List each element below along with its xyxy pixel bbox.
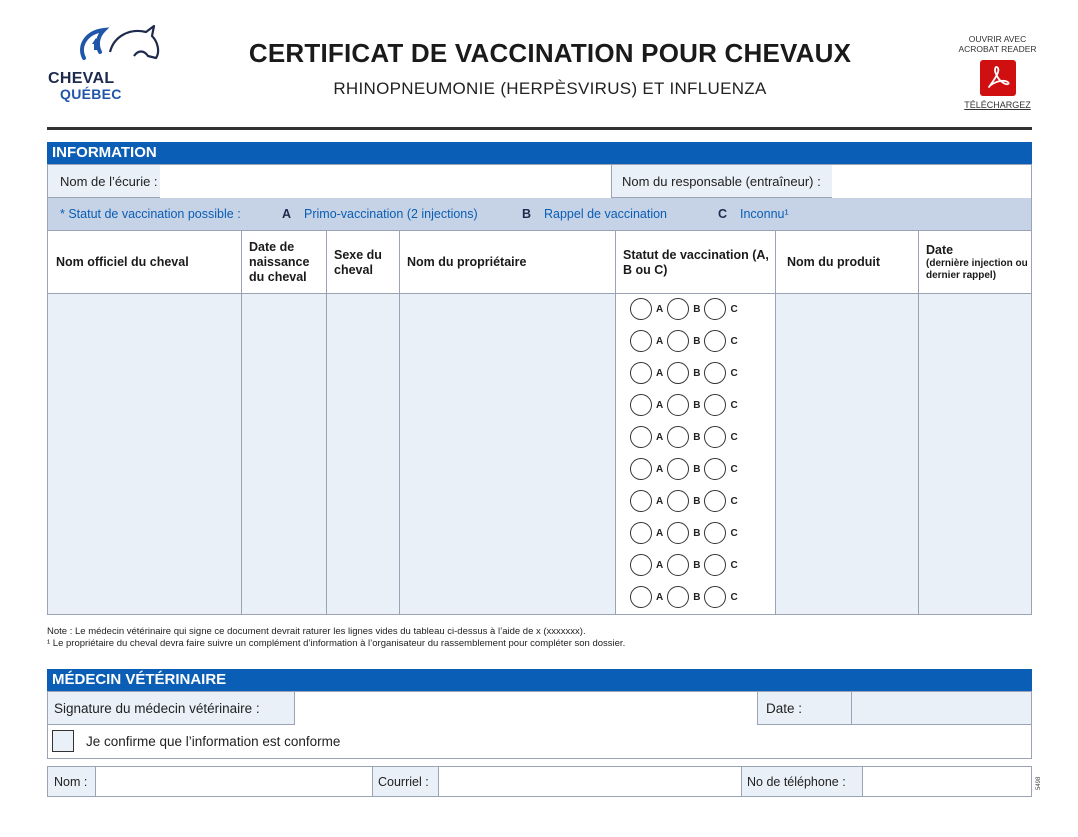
birth-date-cell[interactable] bbox=[241, 390, 326, 422]
status-radio-label: B bbox=[693, 431, 701, 443]
table-row bbox=[48, 454, 1031, 486]
status-radio-label: C bbox=[730, 495, 738, 507]
status-radio-label: B bbox=[693, 303, 701, 315]
signature-label: Signature du médecin vétérinaire : bbox=[54, 701, 260, 716]
veterinarian-form bbox=[47, 691, 1032, 759]
status-radio-label: C bbox=[730, 367, 738, 379]
sex-cell[interactable] bbox=[326, 550, 399, 582]
status-radio-b[interactable] bbox=[667, 298, 689, 320]
sex-cell[interactable] bbox=[326, 582, 399, 614]
page-header bbox=[0, 0, 1078, 130]
sex-cell[interactable] bbox=[326, 326, 399, 358]
note-veterinarian: Note : Le médecin vétérinaire qui signe ce document devrait raturer les lignes vides du tableau ci-dessus à l’aide de x (xxxxxxx). bbox=[47, 626, 586, 637]
table-row bbox=[48, 390, 1031, 422]
header-date-note: (dernière injection ou dernier rappel) bbox=[926, 258, 1028, 281]
birth-date-cell[interactable] bbox=[241, 294, 326, 326]
sex-cell[interactable] bbox=[326, 390, 399, 422]
column-divider bbox=[326, 231, 327, 614]
status-radio-group bbox=[630, 586, 742, 608]
product-cell[interactable] bbox=[775, 326, 918, 358]
field-divider bbox=[741, 767, 742, 796]
table-row bbox=[48, 518, 1031, 550]
horse-logo-icon bbox=[74, 22, 164, 72]
owner-cell[interactable] bbox=[399, 486, 615, 518]
status-radio-label: C bbox=[730, 303, 738, 315]
status-radio-b[interactable] bbox=[667, 426, 689, 448]
birth-date-cell[interactable] bbox=[241, 454, 326, 486]
product-cell[interactable] bbox=[775, 518, 918, 550]
signature-row bbox=[48, 692, 1031, 725]
status-radio-label: C bbox=[730, 463, 738, 475]
confirm-label: Je confirme que l’information est conforme bbox=[86, 734, 341, 749]
birth-date-cell[interactable] bbox=[241, 518, 326, 550]
field-divider bbox=[372, 767, 373, 796]
header-sex: Sexe du cheval bbox=[334, 247, 382, 277]
status-radio-b[interactable] bbox=[667, 394, 689, 416]
status-radio-label: A bbox=[656, 431, 664, 443]
status-c-letter: C bbox=[718, 207, 728, 221]
vaccination-status-legend bbox=[48, 198, 1031, 231]
status-radio-group bbox=[630, 394, 742, 416]
status-radio-label: C bbox=[730, 335, 738, 347]
status-radio-a[interactable] bbox=[630, 394, 652, 416]
manager-name-label: Nom du responsable (entraîneur) : bbox=[622, 174, 821, 189]
horse-name-cell[interactable] bbox=[48, 294, 241, 326]
status-radio-group bbox=[630, 362, 742, 384]
status-radio-label: B bbox=[693, 591, 701, 603]
email-label: Courriel : bbox=[378, 775, 429, 789]
sex-cell[interactable] bbox=[326, 358, 399, 390]
status-a-label: Primo-vaccination (2 injections) bbox=[304, 207, 478, 221]
status-radio-label: A bbox=[656, 495, 664, 507]
column-divider bbox=[241, 231, 242, 614]
horse-name-cell[interactable] bbox=[48, 358, 241, 390]
status-c-label: Inconnu¹ bbox=[740, 207, 789, 221]
horse-name-cell[interactable] bbox=[48, 550, 241, 582]
birth-date-cell[interactable] bbox=[241, 582, 326, 614]
status-radio-label: B bbox=[693, 495, 701, 507]
column-divider bbox=[399, 231, 400, 614]
owner-cell[interactable] bbox=[399, 358, 615, 390]
email-field[interactable] bbox=[439, 767, 741, 796]
date-cell[interactable] bbox=[918, 294, 1031, 326]
header-status: Statut de vaccination (A, B ou C) bbox=[623, 247, 769, 277]
stable-name-label: Nom de l’écurie : bbox=[60, 174, 158, 189]
status-radio-c[interactable] bbox=[704, 458, 726, 480]
status-radio-c[interactable] bbox=[704, 394, 726, 416]
owner-cell[interactable] bbox=[399, 390, 615, 422]
status-radio-group bbox=[630, 298, 742, 320]
column-divider bbox=[918, 231, 919, 614]
status-radio-label: C bbox=[730, 591, 738, 603]
status-radio-b[interactable] bbox=[667, 458, 689, 480]
product-cell[interactable] bbox=[775, 294, 918, 326]
contact-row bbox=[47, 766, 1032, 797]
stable-manager-row bbox=[48, 165, 1031, 198]
information-form bbox=[47, 164, 1032, 615]
horse-name-cell[interactable] bbox=[48, 582, 241, 614]
owner-cell[interactable] bbox=[399, 550, 615, 582]
header-horse-name: Nom officiel du cheval bbox=[56, 255, 189, 269]
owner-cell[interactable] bbox=[399, 582, 615, 614]
date-cell[interactable] bbox=[918, 582, 1031, 614]
product-cell[interactable] bbox=[775, 486, 918, 518]
stable-name-field[interactable] bbox=[160, 165, 611, 198]
acrobat-line-1: OUVRIR AVEC bbox=[968, 34, 1027, 44]
page-subtitle: RHINOPNEUMONIE (HERPÈSVIRUS) ET INFLUENZA bbox=[333, 79, 767, 98]
sex-cell[interactable] bbox=[326, 486, 399, 518]
status-b-letter: B bbox=[522, 207, 532, 221]
date-cell[interactable] bbox=[918, 550, 1031, 582]
column-divider bbox=[775, 231, 776, 614]
owner-cell[interactable] bbox=[399, 294, 615, 326]
information-section-title: INFORMATION bbox=[47, 142, 1032, 164]
date-cell[interactable] bbox=[918, 422, 1031, 454]
horse-name-cell[interactable] bbox=[48, 422, 241, 454]
table-row bbox=[48, 422, 1031, 454]
status-radio-c[interactable] bbox=[704, 522, 726, 544]
header-product: Nom du produit bbox=[787, 255, 881, 269]
header-date-cell bbox=[918, 231, 1031, 294]
horse-name-cell[interactable] bbox=[48, 390, 241, 422]
table-row bbox=[48, 358, 1031, 390]
birth-date-cell[interactable] bbox=[241, 486, 326, 518]
logo-cheval-text: CHEVAL bbox=[48, 70, 115, 87]
date-label: Date : bbox=[766, 701, 803, 716]
sex-cell[interactable] bbox=[326, 518, 399, 550]
status-radio-b[interactable] bbox=[667, 522, 689, 544]
name-field[interactable] bbox=[96, 767, 372, 796]
table-row bbox=[48, 486, 1031, 518]
status-radio-label: A bbox=[656, 591, 664, 603]
table-row bbox=[48, 326, 1031, 358]
status-radio-label: A bbox=[656, 367, 664, 379]
horse-name-cell[interactable] bbox=[48, 486, 241, 518]
confirm-checkbox[interactable] bbox=[52, 730, 74, 752]
product-cell[interactable] bbox=[775, 358, 918, 390]
product-cell[interactable] bbox=[775, 390, 918, 422]
date-cell[interactable] bbox=[918, 454, 1031, 486]
status-radio-a[interactable] bbox=[630, 490, 652, 512]
status-radio-label: B bbox=[693, 399, 701, 411]
name-label: Nom : bbox=[54, 775, 88, 789]
acrobat-reader-icon[interactable] bbox=[980, 60, 1016, 96]
birth-date-cell[interactable] bbox=[241, 422, 326, 454]
product-cell[interactable] bbox=[775, 422, 918, 454]
status-radio-b[interactable] bbox=[667, 586, 689, 608]
status-a-letter: A bbox=[282, 207, 292, 221]
status-radio-group bbox=[630, 426, 742, 448]
sex-cell[interactable] bbox=[326, 454, 399, 486]
page-title: CERTIFICAT DE VACCINATION POUR CHEVAUX bbox=[248, 38, 852, 68]
status-radio-b[interactable] bbox=[667, 362, 689, 384]
status-radio-group bbox=[630, 458, 742, 480]
table-row bbox=[48, 294, 1031, 326]
birth-date-cell[interactable] bbox=[241, 358, 326, 390]
product-cell[interactable] bbox=[775, 582, 918, 614]
table-row bbox=[48, 582, 1031, 614]
status-radio-a[interactable] bbox=[630, 298, 652, 320]
date-cell[interactable] bbox=[918, 326, 1031, 358]
confirmation-row bbox=[48, 725, 1031, 758]
status-radio-c[interactable] bbox=[704, 490, 726, 512]
manager-name-field[interactable] bbox=[832, 165, 1031, 198]
header-divider bbox=[47, 127, 1032, 130]
horse-name-cell[interactable] bbox=[48, 326, 241, 358]
birth-date-cell[interactable] bbox=[241, 550, 326, 582]
product-cell[interactable] bbox=[775, 550, 918, 582]
status-radio-group bbox=[630, 522, 742, 544]
status-radio-label: C bbox=[730, 559, 738, 571]
status-radio-label: C bbox=[730, 399, 738, 411]
status-radio-c[interactable] bbox=[704, 586, 726, 608]
status-radio-label: B bbox=[693, 463, 701, 475]
status-radio-label: A bbox=[656, 303, 664, 315]
phone-label: No de téléphone : bbox=[747, 775, 846, 789]
owner-cell[interactable] bbox=[399, 454, 615, 486]
owner-cell[interactable] bbox=[399, 518, 615, 550]
status-radio-c[interactable] bbox=[704, 330, 726, 352]
status-radio-label: A bbox=[656, 335, 664, 347]
status-radio-group bbox=[630, 490, 742, 512]
download-link[interactable]: TÉLÉCHARGEZ bbox=[964, 100, 1031, 110]
status-radio-label: A bbox=[656, 399, 664, 411]
status-radio-b[interactable] bbox=[667, 490, 689, 512]
status-radio-label: B bbox=[693, 367, 701, 379]
footnotes bbox=[47, 626, 1032, 650]
note-owner: ¹ Le propriétaire du cheval devra faire suivre un complément d’information à l’organisateur du rassemblement pour compléter son dossier. bbox=[47, 638, 626, 649]
status-radio-a[interactable] bbox=[630, 554, 652, 576]
sex-cell[interactable] bbox=[326, 422, 399, 454]
column-divider bbox=[615, 231, 616, 614]
acrobat-line-2: ACROBAT READER bbox=[958, 44, 1037, 54]
status-radio-a[interactable] bbox=[630, 426, 652, 448]
status-radio-label: A bbox=[656, 527, 664, 539]
header-owner: Nom du propriétaire bbox=[407, 255, 527, 269]
field-divider bbox=[611, 165, 612, 198]
header-birth-date: Date de naissance du cheval bbox=[249, 240, 310, 284]
birth-date-cell[interactable] bbox=[241, 326, 326, 358]
status-radio-group bbox=[630, 554, 742, 576]
status-radio-b[interactable] bbox=[667, 330, 689, 352]
status-radio-a[interactable] bbox=[630, 362, 652, 384]
date-cell[interactable] bbox=[918, 518, 1031, 550]
horse-name-cell[interactable] bbox=[48, 454, 241, 486]
status-radio-label: B bbox=[693, 527, 701, 539]
status-radio-c[interactable] bbox=[704, 298, 726, 320]
status-radio-a[interactable] bbox=[630, 586, 652, 608]
product-cell[interactable] bbox=[775, 454, 918, 486]
status-radio-c[interactable] bbox=[704, 426, 726, 448]
owner-cell[interactable] bbox=[399, 326, 615, 358]
sex-cell[interactable] bbox=[326, 294, 399, 326]
table-header-row bbox=[48, 231, 1031, 294]
status-legend-intro: * Statut de vaccination possible : bbox=[60, 207, 241, 221]
cheval-quebec-logo bbox=[46, 22, 166, 107]
header-date: Date bbox=[926, 243, 954, 257]
owner-cell[interactable] bbox=[399, 422, 615, 454]
signature-field[interactable] bbox=[294, 692, 758, 725]
horse-name-cell[interactable] bbox=[48, 518, 241, 550]
status-radio-label: B bbox=[693, 335, 701, 347]
status-radio-a[interactable] bbox=[630, 330, 652, 352]
status-radio-label: C bbox=[730, 527, 738, 539]
status-radio-label: A bbox=[656, 463, 664, 475]
status-radio-a[interactable] bbox=[630, 522, 652, 544]
date-cell[interactable] bbox=[918, 486, 1031, 518]
status-radio-label: B bbox=[693, 559, 701, 571]
field-divider bbox=[851, 692, 852, 725]
status-radio-group bbox=[630, 330, 742, 352]
date-cell[interactable] bbox=[918, 390, 1031, 422]
acrobat-download-link[interactable] bbox=[950, 34, 1045, 110]
status-radio-c[interactable] bbox=[704, 554, 726, 576]
phone-field[interactable] bbox=[863, 767, 1031, 796]
status-radio-label: C bbox=[730, 431, 738, 443]
logo-quebec-text: QUÉBEC bbox=[60, 86, 122, 102]
status-b-label: Rappel de vaccination bbox=[544, 207, 667, 221]
status-radio-a[interactable] bbox=[630, 458, 652, 480]
date-cell[interactable] bbox=[918, 358, 1031, 390]
status-radio-label: A bbox=[656, 559, 664, 571]
table-row bbox=[48, 550, 1031, 582]
veterinarian-section-title: MÉDECIN VÉTÉRINAIRE bbox=[47, 669, 1032, 691]
status-radio-b[interactable] bbox=[667, 554, 689, 576]
form-code: 5498 bbox=[1036, 776, 1042, 790]
status-radio-c[interactable] bbox=[704, 362, 726, 384]
